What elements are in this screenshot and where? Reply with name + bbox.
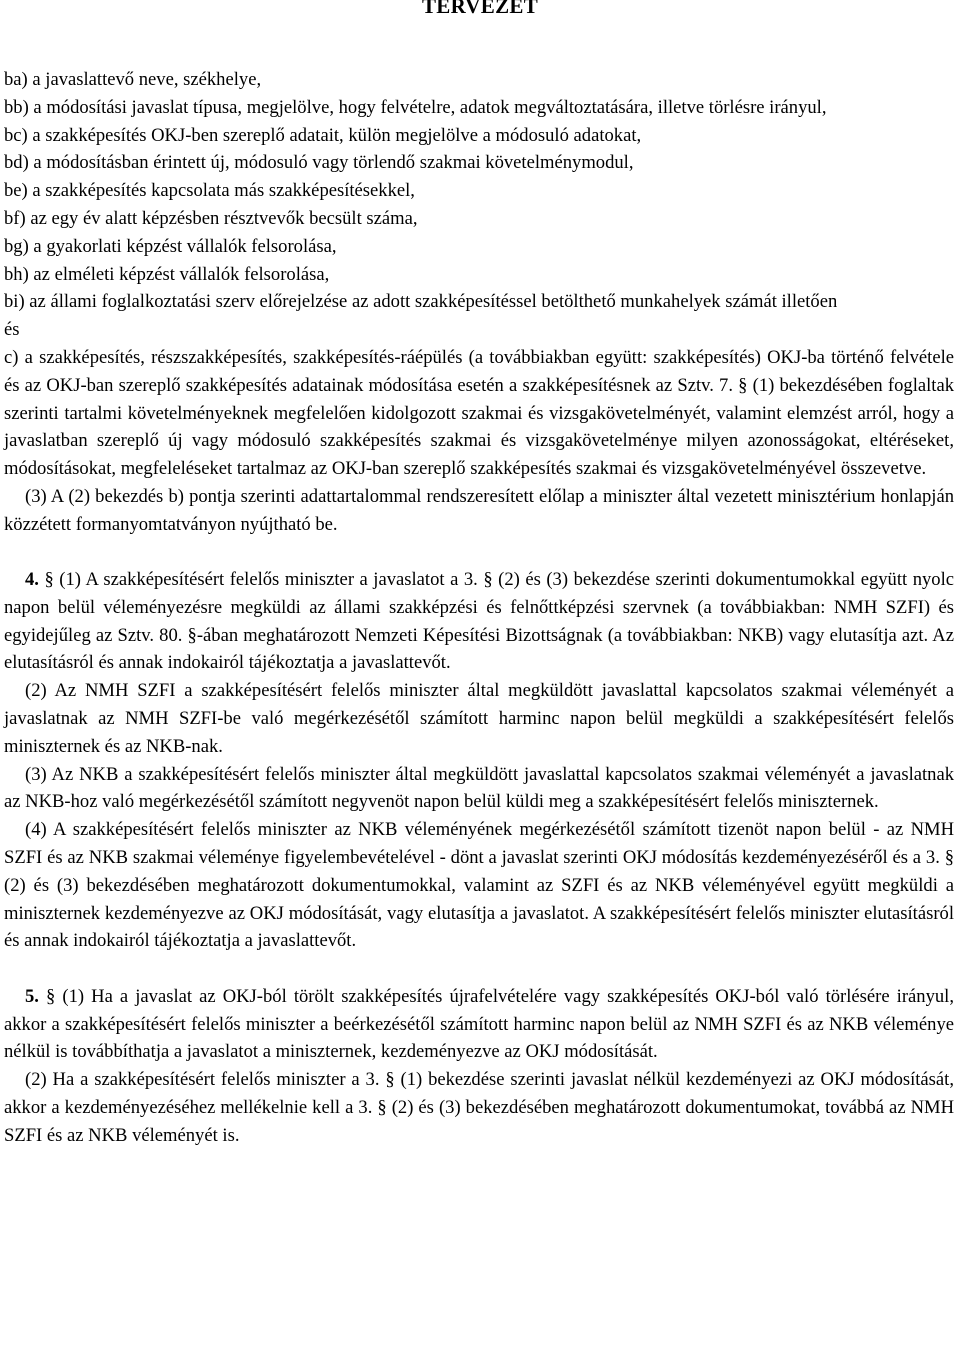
section-4-paragraph-4: (4) A szakképesítésért felelős miniszter az NKB véleményének megérkezésétől számított tizenöt napon belül - az NMH SZFI és az NKB szakmai véleménye figyelembevételével - dönt a javaslat szerinti OKJ módosítás kezdeményezéséről és a 3. § (2) és (3) bekezdésében meghatározott dokumentumokkal, valamint az SZFI és az NKB véleményével együtt megküldi a miniszternek kezdeményezve az OKJ módosítását, vagy elutasítja a javaslatot. A szakképesítésért felelős miniszter elutasításról és annak indokairól tájékoztatja a javaslattevőt.: [4, 819, 954, 952]
list-item: bh) az elméleti képzést vállalók felsorolása,: [4, 263, 330, 285]
list-item: bc) a szakképesítés OKJ-ben szereplő adatait, külön megjelölve a módosuló adatokat,: [4, 124, 642, 146]
list-item: be) a szakképesítés kapcsolata más szakképesítésekkel,: [4, 180, 415, 202]
section-4-number: 4.: [25, 569, 39, 591]
list-item: bd) a módosításban érintett új, módosuló vagy törlendő szakmai követelménymodul,: [4, 152, 634, 174]
page-title: TERVEZET: [421, 0, 539, 18]
paragraph-3-3: (3) A (2) bekezdés b) pontja szerinti adattartalommal rendszeresített előlap a miniszter által vezetett minisztérium honlapján közzétett formanyomtatványon nyújtható be.: [4, 485, 954, 535]
paragraph-c: c) a szakképesítés, részszakképesítés, szakképesítés-ráépülés (a továbbiakban együtt: szakképesítés) OKJ-ba történő felvétele és az OKJ-ban szereplő szakképesítés adatainak módosítása esetén a szakképesítésnek az Sztv. 7. § (1) bekezdésében foglaltak szerinti tartalmi követelményeknek megfelelően kidolgozott szakmai és vizsgakövetelményét, valamint elemzést arról, hogy a javaslatban szereplő új vagy módosuló szakképesítés szakmai és vizsgakövetelménye milyen azonosságokat, eltéréseket, módosításokat, megfeleléseket tartalmaz az OKJ-ban szereplő szakképesítés szakmai és vizsgakövetelményével összevetve.: [4, 346, 954, 480]
section-5-text: § (1) Ha a javaslat az OKJ-ból törölt szakképesítés újrafelvételére vagy szakképesítés OKJ-ból való törlésére irányul, akkor a szakképesítésért felelős miniszter a beérkezésétől számított harminc napon belül az NMH SZFI és az NKB véleménye nélkül is továbbíthatja a javaslatot a miniszternek, kezdeményezve az OKJ módosítását.: [4, 985, 954, 1063]
section-5-paragraph-2: (2) Ha a szakképesítésért felelős miniszter a 3. § (1) bekezdése szerinti javaslat nélkül kezdeményezi az OKJ módosítását, akkor a kezdeményezéséhez mellékelnie kell a 3. § (2) és (3) bekezdésében meghatározott dokumentumokat, továbbá az NMH SZFI és az NKB véleményét is.: [4, 1069, 954, 1146]
list-item: bf) az egy év alatt képzésben résztvevők becsült száma,: [4, 207, 418, 229]
section-4-paragraph-3: (3) Az NKB a szakképesítésért felelős miniszter által megküldött javaslattal kapcsolatos szakmai véleményét a javaslatnak az NKB-hoz való megérkezésétől számított negyvenöt napon belül küldi meg a szakképesítésért felelős miniszternek.: [4, 763, 954, 813]
document-body: [4, 66, 954, 1149]
list-item: ba) a javaslattevő neve, székhelye,: [4, 69, 262, 90]
list-item: bg) a gyakorlati képzést vállalók felsorolása,: [4, 235, 337, 257]
connector-text: és: [4, 319, 20, 341]
list-item: bb) a módosítási javaslat típusa, megjelölve, hogy felvételre, adatok megváltoztatására, illetve törlésre irányul,: [4, 96, 827, 118]
section-4-paragraph-2: (2) Az NMH SZFI a szakképesítésért felelős miniszter által megküldött javaslattal kapcsolatos szakmai véleményét a javaslatnak az NMH SZFI-be való megérkezésétől számított harminc napon belül megküldi a szakképesítésért felelős miniszternek és az NKB-nak.: [4, 680, 954, 757]
section-4-text: § (1) A szakképesítésért felelős miniszter a javaslatot a 3. § (2) és (3) bekezdése szerinti dokumentumokkal együtt nyolc napon belül véleményezésre megküldi az állami szakképzési és felnőttképzési szervnek (a továbbiakban: NMH SZFI) és egyidejűleg az Sztv. 80. §-ában meghatározott Nemzeti Képesítési Bizottságnak (a továbbiakban: NKB) vagy elutasítja azt. Az elutasításról és annak indokairól tájékoztatja a javaslattevőt.: [4, 569, 954, 674]
section-4-paragraph-1: [4, 566, 954, 677]
section-5-paragraph-1: [4, 983, 954, 1066]
section-5-number: 5.: [25, 985, 39, 1007]
list-item: bi) az állami foglalkoztatási szerv előrejelzése az adott szakképesítéssel betölthető munkahelyek számát illetően: [4, 291, 838, 313]
